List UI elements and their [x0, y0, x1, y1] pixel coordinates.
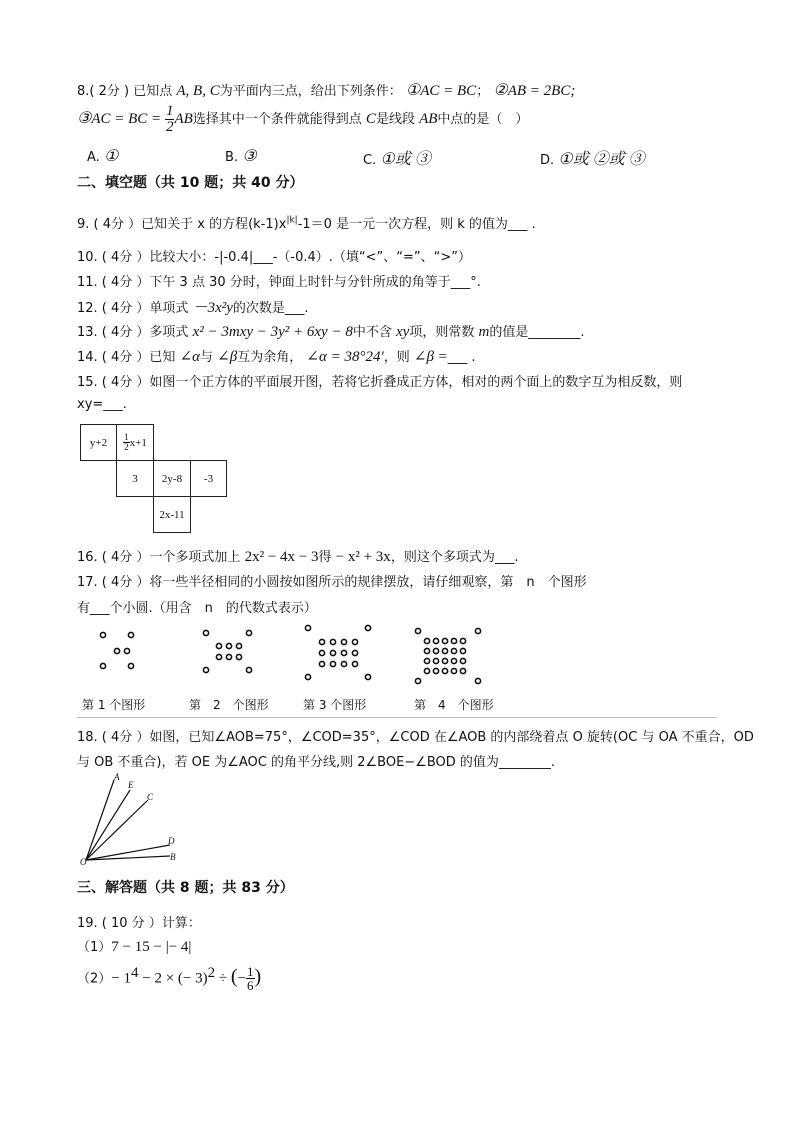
label-c: C — [147, 792, 154, 802]
option-label: C. — [363, 153, 377, 168]
q13-tail: 的值是________. — [489, 325, 585, 340]
q8-condition1: AC = BC — [420, 83, 477, 99]
numerator: 1 — [247, 964, 254, 980]
q13-text2: 中不含 — [352, 325, 392, 340]
q8-text: 已知点 — [133, 84, 173, 99]
numerator: 1 — [124, 432, 129, 442]
q8-option-b[interactable] — [225, 146, 257, 166]
figure-4-circles — [415, 628, 480, 683]
paren-open: ( — [230, 965, 238, 988]
q19-part2-expression2: − 2 × (− 3) — [138, 970, 208, 987]
q13-xy: xy — [395, 324, 410, 340]
q12-text: 12. ( 4分 ）单项式 — [77, 301, 189, 316]
q14-text: 14. ( 4分 ）已知 — [77, 350, 176, 365]
q16-text2: 得 — [318, 550, 332, 565]
q16-expression2: − x² + 3x — [335, 549, 391, 565]
q9-exponent: |k| — [286, 215, 298, 226]
q16-tail: ，则这个多项式为___. — [390, 550, 519, 565]
q8-score: ( 2分 ) — [89, 84, 130, 99]
q14-tail: ___ . — [447, 350, 476, 365]
q9-text: 9. ( 4分 ）已知关于 x 的方程(k-1)x — [77, 217, 287, 232]
net-cell-minus-3: -3 — [190, 460, 227, 497]
option-value: ①或 ②或 ③ — [558, 151, 645, 168]
section-heading-answers: 三、解答题（共 8 题；共 83 分） — [77, 880, 294, 896]
q18-line1: 18. ( 4分 ）如图，已知∠AOB=75°，∠COD=35°，∠COD 在∠AOB 的内部绕着点 O 旋转(OC 与 OA 不重合，OD — [77, 730, 754, 745]
label-e: E — [128, 780, 134, 790]
q8-segment-ab: AB — [419, 111, 438, 127]
q8-fraction — [165, 104, 175, 135]
q8-option-d[interactable] — [540, 146, 645, 169]
figure-3-caption: 第 3 个图形 — [303, 698, 367, 712]
option-value: ③ — [242, 148, 257, 165]
q13-expression: x² − 3mxy − 3y² + 6xy − 8 — [192, 324, 353, 340]
q8-text2: 为平面内三点，给出下列条件： — [219, 84, 402, 99]
q19-part2-divide: ÷ — [215, 970, 231, 987]
net-cell-2y-minus-8: 2y-8 — [153, 460, 191, 497]
q19-part2-expression: − 1 — [111, 970, 131, 987]
numerator: 1 — [165, 103, 174, 119]
q10: 10. ( 4分 ）比较大小：-|-0.4|___-（-0.4）.（填“<”、“=”、“>”） — [77, 250, 472, 265]
q19-part1-expression: 7 − 15 − |− 4| — [111, 939, 192, 955]
figure-2-circles — [203, 630, 251, 672]
q8-text3: 选择其中一个条件就能得到点 — [192, 112, 362, 127]
denominator: 2 — [165, 119, 174, 135]
divider — [77, 717, 717, 718]
q16 — [77, 546, 518, 566]
q19-part2-exponent2: 2 — [207, 965, 216, 981]
q9-tail: -1＝0 是一元一次方程，则 k 的值为___ . — [297, 217, 536, 232]
q14-text4: ，则 — [383, 350, 410, 365]
label-a: A — [114, 772, 120, 782]
figure-2-caption: 第 2 个图形 — [189, 698, 269, 712]
q8-points: A, B, C — [176, 83, 220, 99]
q16-expression1: 2x² − 4x − 3 — [244, 549, 319, 565]
q8-line1 — [77, 80, 575, 100]
q8-c3-tail: AB — [174, 111, 193, 127]
q13-text3: 项，则常数 — [409, 325, 475, 340]
figure-3-circles — [305, 625, 370, 679]
q8-condition3: AC = BC = — [91, 111, 165, 127]
q13-m: m — [478, 324, 490, 340]
angle-diagram — [78, 772, 188, 867]
q9 — [77, 213, 536, 232]
q14-text3: 互为余角， — [237, 350, 303, 365]
option-label: B. — [225, 150, 239, 165]
q19-part2-exponent: 4 — [131, 965, 139, 981]
net-cell-2x-minus-11: 2x-11 — [153, 496, 191, 533]
q8-condition2: AB = 2BC; — [507, 83, 576, 99]
q19-part1 — [77, 936, 191, 956]
circle-pattern-figures — [0, 620, 520, 695]
net-cell-tail: x+1 — [129, 436, 147, 449]
label-b: B — [170, 852, 176, 862]
q8-point-c: C — [365, 111, 376, 127]
q18-line2: 与 OB 不重合)，若 OE 为∠AOC 的角平分线,则 2∠BOE−∠BOD 的值为________. — [77, 755, 556, 770]
q14-alpha: ∠α — [179, 349, 201, 365]
q14-beta: ∠β — [217, 349, 238, 365]
q19-part1-label: （1） — [77, 940, 112, 955]
q12-tail: 的次数是___. — [232, 301, 309, 316]
q8-option-c[interactable] — [363, 146, 431, 169]
q15-line2: xy=___. — [77, 397, 127, 412]
net-cell-3: 3 — [116, 460, 154, 497]
q17-line1: 17. ( 4分 ）将一些半径相同的小圆按如图所示的规律摆放，请仔细观察，第 n 个图形 — [77, 575, 587, 590]
q16-text: 16. ( 4分 ）一个多项式加上 — [77, 550, 241, 565]
q19-fraction — [246, 965, 255, 992]
minus: − — [237, 970, 246, 987]
option-value: ① — [103, 148, 119, 165]
q14-text2: 与 — [200, 350, 214, 365]
figure-4-caption: 第 4 个图形 — [414, 698, 494, 712]
option-label: D. — [540, 153, 555, 168]
option-label: A. — [87, 150, 100, 165]
figure-1-circles — [100, 632, 133, 668]
q17-line2: 有___个小圆.（用含 n 的代数式表示） — [77, 601, 317, 616]
q19-part2 — [77, 965, 261, 992]
q14 — [77, 346, 476, 366]
label-o: O — [80, 857, 87, 867]
denominator: 6 — [247, 978, 254, 994]
q8-text4: 是线段 — [375, 112, 415, 127]
net-cell-half-x-plus-1 — [116, 424, 154, 461]
separator: ； — [476, 84, 490, 99]
label-d: D — [168, 836, 175, 846]
q12 — [77, 296, 309, 317]
q14-beta-eq: ∠β = — [413, 349, 448, 365]
q14-expression: ∠α = 38°24′ — [306, 349, 384, 365]
section-heading-fill-in: 二、填空题（共 10 题；共 40 分） — [77, 175, 304, 191]
q13-text: 13. ( 4分 ）多项式 — [77, 325, 189, 340]
q8-text5: 中点的是（ ） — [437, 112, 529, 127]
q13 — [77, 321, 584, 341]
q15-line1: 15. ( 4分 ）如图一个正方体的平面展开图，若将它折叠成正方体，相对的两个面上的数字互为相反数，则 — [77, 375, 683, 390]
paren-close: ) — [254, 965, 262, 988]
q12-expression: －3x²y — [192, 300, 233, 316]
q8-condition2-mark: ② — [493, 82, 508, 99]
q8-condition3-mark: ③ — [77, 110, 92, 127]
option-value: ①或 ③ — [380, 151, 431, 168]
q8-condition1-mark: ① — [405, 82, 421, 99]
q8-option-a[interactable] — [87, 146, 118, 166]
q19-part2-label: （2） — [77, 971, 112, 987]
figure-1-caption: 第 1 个图形 — [82, 698, 146, 712]
q8-line2 — [77, 104, 528, 135]
g — [86, 780, 170, 860]
q8-number: 8. — [77, 84, 90, 99]
net-cell-y-plus-2: y+2 — [80, 424, 117, 461]
denominator: 2 — [124, 442, 129, 452]
q19: 19. ( 10 分 ）计算： — [77, 916, 201, 931]
q11: 11. ( 4分 ）下午 3 点 30 分时，钟面上时针与分针所成的角等于___°. — [77, 275, 481, 290]
